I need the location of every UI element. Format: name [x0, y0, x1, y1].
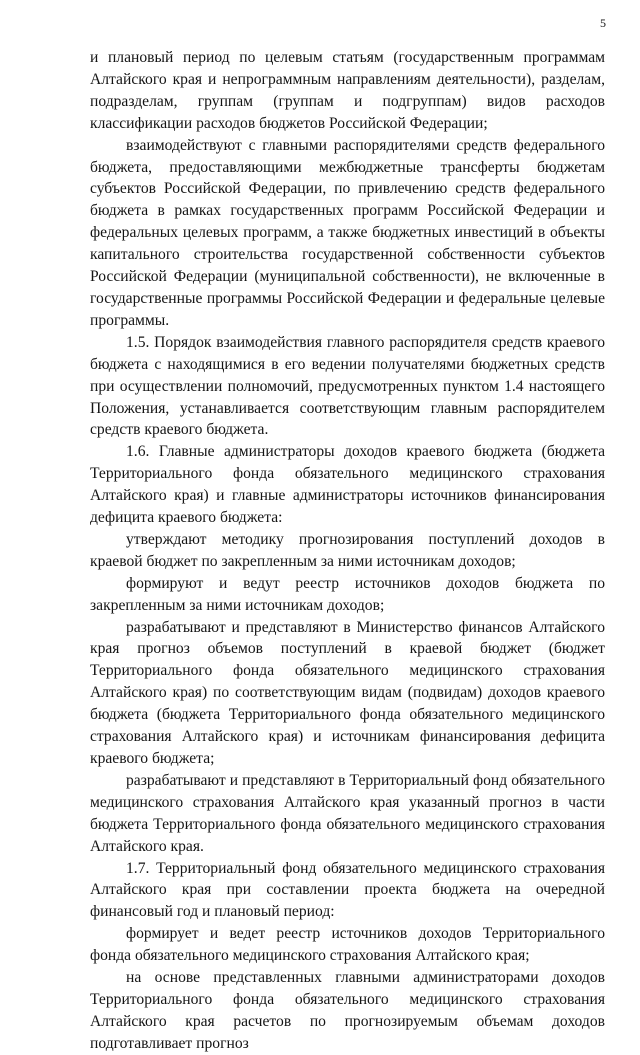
- paragraph: взаимодействуют с главными распорядителями средств федерального бюджета, предоставляющими межбюджетные трансферты бюджетам субъектов Российской Федерации, по привлечению средств федерального бюджета в рамках государственных программ Российской Федерации и федеральных целевых программ, а также бюджетных инвестиций в объекты капитального строительства государственной собственности субъектов Российской Федерации (муниципальной собственности), не включенные в государственные программы Российской Федерации и федеральные целевые программы.: [90, 136, 605, 329]
- paragraph: разрабатывают и представляют в Министерство финансов Алтайского края прогноз объемов поступлений в краевой бюджет (бюджет Территориального фонда обязательного медицинского страхования Алтайского края) по соответствующим видам (подвидам) доходов краевого бюджета (бюджета Территориального фонда обязательного медицинского страхования Алтайского края) и источникам финансирования дефицита краевого бюджета;: [90, 618, 605, 767]
- paragraph: 1.6. Главные администраторы доходов краевого бюджета (бюджета Территориального фонда обязательного медицинского страхования Алтайского края) и главные администраторы источников финансирования дефицита краевого бюджета:: [90, 443, 605, 527]
- document-body: [90, 47, 605, 1055]
- paragraph: на основе представленных главными администраторами доходов Территориального фонда обязательного медицинского страхования Алтайского края расчетов по прогнозируемым объемам доходов подготавливает прогноз: [90, 969, 605, 1052]
- paragraph: и плановый период по целевым статьям (государственным программам Алтайского края и непрограммным направлениям деятельности), разделам, подразделам, группам (группам и подгруппам) видов расходов классификации расходов бюджетов Российской Федерации;: [90, 49, 605, 132]
- paragraph: утверждают методику прогнозирования поступлений доходов в краевой бюджет по закрепленным за ними источникам доходов;: [90, 530, 605, 570]
- paragraph: разрабатывают и представляют в Территориальный фонд обязательного медицинского страхования Алтайского края указанный прогноз в части бюджета Территориального фонда обязательного медицинского страхования Алтайского края.: [90, 771, 605, 855]
- paragraph: формирует и ведет реестр источников доходов Территориального фонда обязательного медицинского страхования Алтайского края;: [90, 925, 605, 965]
- paragraph: формируют и ведут реестр источников доходов бюджета по закрепленным за ними источникам доходов;: [90, 574, 605, 614]
- paragraph: 1.5. Порядок взаимодействия главного распорядителя средств краевого бюджета с находящимися в его ведении получателями бюджетных средств при осуществлении полномочий, предусмотренных пунктом 1.4 настоящего Положения, устанавливается соответствующим главным распорядителем средств краевого бюджета.: [90, 333, 605, 439]
- page-number: 5: [600, 16, 606, 30]
- paragraph: 1.7. Территориальный фонд обязательного медицинского страхования Алтайского края при составлении проекта бюджета на очередной финансовый год и плановый период:: [90, 859, 605, 921]
